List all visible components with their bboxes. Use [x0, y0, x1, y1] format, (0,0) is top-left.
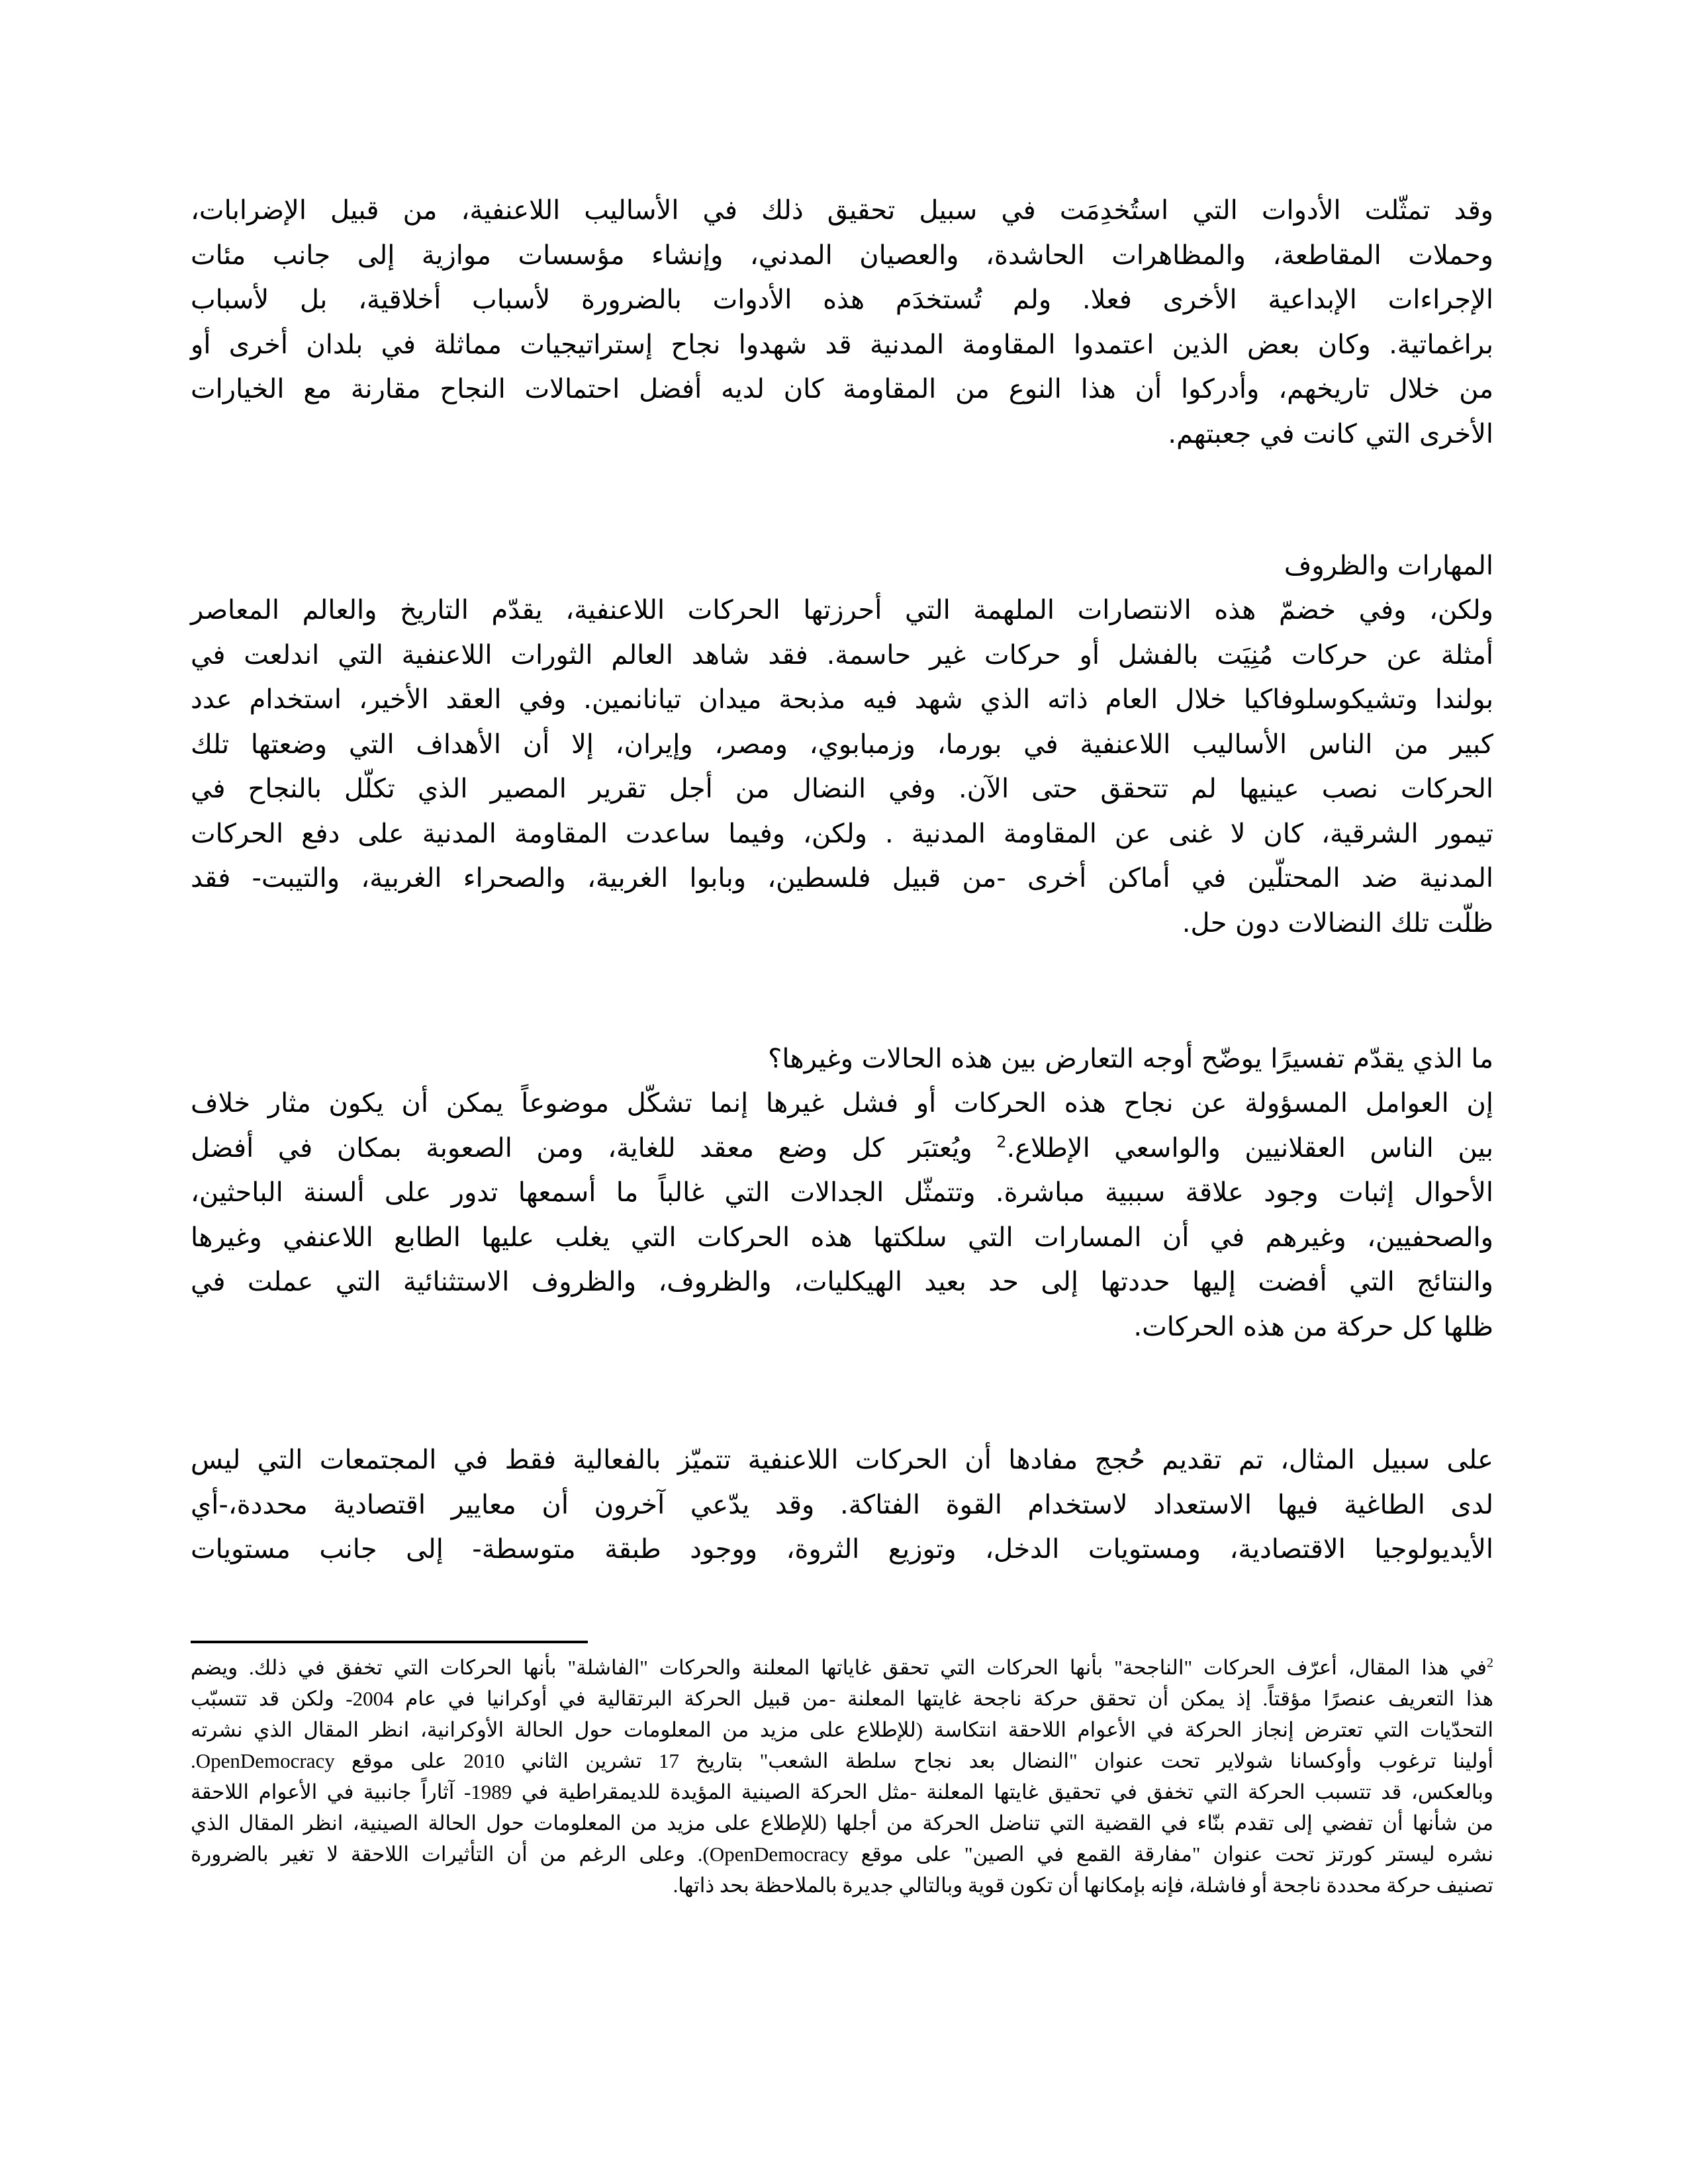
footnote-line-text: في هذا المقال، أعرّف الحركات "الناجحة" بأنها الحركات التي تحقق غاياتها المعلنة والحركات "الفاشلة" بأنها الحركات التي تخفق في ذلك. ويضم	[191, 1656, 1487, 1679]
question-line: ما الذي يقدّم تفسيرًا يوضّح أوجه التعارض بين هذه الحالات وغيرها؟	[768, 1044, 1493, 1074]
paragraph-line: من خلال تاريخهم، وأدركوا أن هذا النوع من المقاومة كان لديه أفضل احتمالات النجاح مقارنة مع الخيارات	[191, 374, 1493, 404]
paragraph-line: الأخرى التي كانت في جعبتهم.	[1168, 418, 1493, 449]
paragraph-line: ولكن، وفي خضمّ هذه الانتصارات الملهمة التي أحرزتها الحركات اللاعنفية، يقدّم التاريخ والعالم المعاصر	[191, 595, 1493, 625]
paragraph-line: الأيديولوجيا الاقتصادية، ومستويات الدخل، وتوزيع الثروة، ووجود طبقة متوسطة- إلى جانب مستويات	[191, 1534, 1493, 1565]
footnote-line: نشره ليستر كورتز تحت عنوان "مفارقة القمع في الصين" على موقع OpenDemocracy). وعلى الرغم من أن التأثيرات اللاحقة لا تغير بالضرورة	[191, 1843, 1493, 1866]
paragraph-1	[191, 189, 1493, 457]
section-heading: المهارات والظروف	[1284, 551, 1493, 581]
footnote-separator	[191, 1641, 588, 1643]
footnote-line: من شأنها أن تفضي إلى تقدم بنّاء في القضية التي تناضل الحركة من أجلها (للإطلاع على مزيد من المعلومات حول الحالة الصينية، انظر المقال الذي	[191, 1811, 1493, 1835]
paragraph-3	[191, 1081, 1493, 1349]
paragraph-line: إن العوامل المسؤولة عن نجاح هذه الحركات أو فشل غيرها إنما تشكّل موضوعاً يمكن أن يكون مثار خلاف	[191, 1088, 1493, 1118]
paragraph-line: لدى الطاغية فيها الاستعداد لاستخدام القوة الفتاكة. وقد يدّعي آخرون أن معايير اقتصادية محددة،-أي	[191, 1489, 1493, 1520]
paragraph-line: بولندا وتشيكوسلوفاكيا خلال العام ذاته الذي شهد فيه مذبحة ميدان تيانانمين. وفي العقد الأخير، استخدام عدد	[191, 684, 1493, 715]
paragraph-line: والصحفيين، وغيرهم في أن المسارات التي سلكتها هذه الحركات التي يغلب عليها الطابع اللاعنفي وغيرها	[191, 1222, 1493, 1253]
footnote-line: أولينا ترغوب وأوكسانا شولاير تحت عنوان "النضال بعد نجاح سلطة الشعب" بتاريخ 17 تشرين الثاني 2010 على موقع OpenDemocracy.	[191, 1749, 1493, 1772]
paragraph-2	[191, 588, 1493, 946]
footnote-line: وبالعكس، قد تتسبب الحركة التي تخفق في تحقيق غايتها المعلنة -مثل الحركة الصينية المؤيدة للديمقراطية في 1989- آثاراً جانبية في الأعوام اللاحقة	[191, 1780, 1493, 1803]
footnote-reference[interactable]: 2	[996, 1132, 1007, 1152]
paragraph-line-part: بين الناس العقلانيين والواسعي الإطلاع.	[1006, 1132, 1494, 1163]
paragraph-line: على سبيل المثال، تم تقديم حُجج مفادها أن الحركات اللاعنفية تتميّز بالفعالية فقط في المجتمعات التي ليس	[191, 1445, 1493, 1475]
footnote-line: هذا التعريف عنصرًا مؤقتاً. إذ يمكن أن تحقق حركة ناجحة غايتها المعلنة -من قبيل الحركة البرتقالية في أوكرانيا في عام 2004- ولكن قد تتسبّب	[191, 1687, 1494, 1710]
footnote-2	[191, 1652, 1493, 1901]
paragraph-line-with-footnote	[191, 1126, 1493, 1171]
paragraph-line: كبير من الناس الأساليب اللاعنفية في بورما، وزمبابوي، ومصر، وإيران، إلا أن الأهداف التي وضعتها تلك	[191, 729, 1493, 760]
paragraph-line: الأحوال إثبات وجود علاقة سببية مباشرة. وتتمثّل الجدالات التي غالباً ما أسمعها تدور على ألسنة الباحثين،	[191, 1177, 1493, 1208]
paragraph-4	[191, 1438, 1493, 1572]
paragraph-line: أمثلة عن حركات مُنِيَت بالفشل أو حركات غير حاسمة. فقد شاهد العالم الثورات اللاعنفية التي اندلعت في	[191, 639, 1493, 670]
paragraph-line: الإجراءات الإبداعية الأخرى فعلا. ولم تُستخدَم هذه الأدوات بالضرورة لأسباب أخلاقية، بل لأسباب	[191, 285, 1493, 315]
question-block	[191, 1037, 1493, 1082]
footnote-number: 2	[1487, 1655, 1493, 1670]
paragraph-line-part: ويُعتبَر كل وضع معقد للغاية، ومن الصعوبة بمكان في أفضل	[191, 1132, 972, 1163]
paragraph-line: براغماتية. وكان بعض الذين اعتمدوا المقاومة المدنية قد شهدوا نجاح إستراتيجيات مماثلة في بلدان أخرى أو	[191, 329, 1493, 360]
paragraph-line: والنتائج التي أفضت إليها حددتها إلى حد بعيد الهيكليات، والظروف، والظروف الاستثنائية التي عملت في	[191, 1267, 1493, 1297]
paragraph-line: المدنية ضد المحتلّين في أماكن أخرى -من قبيل فلسطين، وبابوا الغربية، والصحراء الغربية، والتيبت- فقد	[191, 863, 1493, 893]
footnote-line	[191, 1652, 1493, 1683]
paragraph-line: الحركات نصب عينيها لم تتحقق حتى الآن. وفي النضال من أجل تقرير المصير الذي تكلّل بالنجاح في	[191, 774, 1493, 804]
paragraph-line: ظلّت تلك النضالات دون حل.	[1182, 907, 1493, 938]
section-heading-block	[191, 544, 1493, 589]
footnote-line: تصنيف حركة محددة ناجحة أو فاشلة، فإنه بإمكانها أن تكون قوية وبالتالي جديرة بالملاحظة بحد ذاتها.	[673, 1874, 1493, 1897]
footnote-line: التحدّيات التي تعترض إنجاز الحركة في الأعوام اللاحقة انتكاسة (للإطلاع على مزيد من المعلومات حول الحالة الأوكرانية، انظر المقال الذي نشرته	[191, 1718, 1493, 1741]
paragraph-line: تيمور الشرقية، كان لا غنى عن المقاومة المدنية . ولكن، وفيما ساعدت المقاومة المدنية على دفع الحركات	[191, 818, 1493, 849]
paragraph-line: ظلها كل حركة من هذه الحركات.	[1133, 1311, 1493, 1342]
paragraph-line: وحملات المقاطعة، والمظاهرات الحاشدة، والعصيان المدني، وإنشاء مؤسسات موازية إلى جانب مئات	[191, 240, 1493, 271]
paragraph-line: وقد تمثّلت الأدوات التي استُخدِمَت في سبيل تحقيق ذلك في الأساليب اللاعنفية، من قبيل الإضرابات،	[191, 195, 1493, 226]
